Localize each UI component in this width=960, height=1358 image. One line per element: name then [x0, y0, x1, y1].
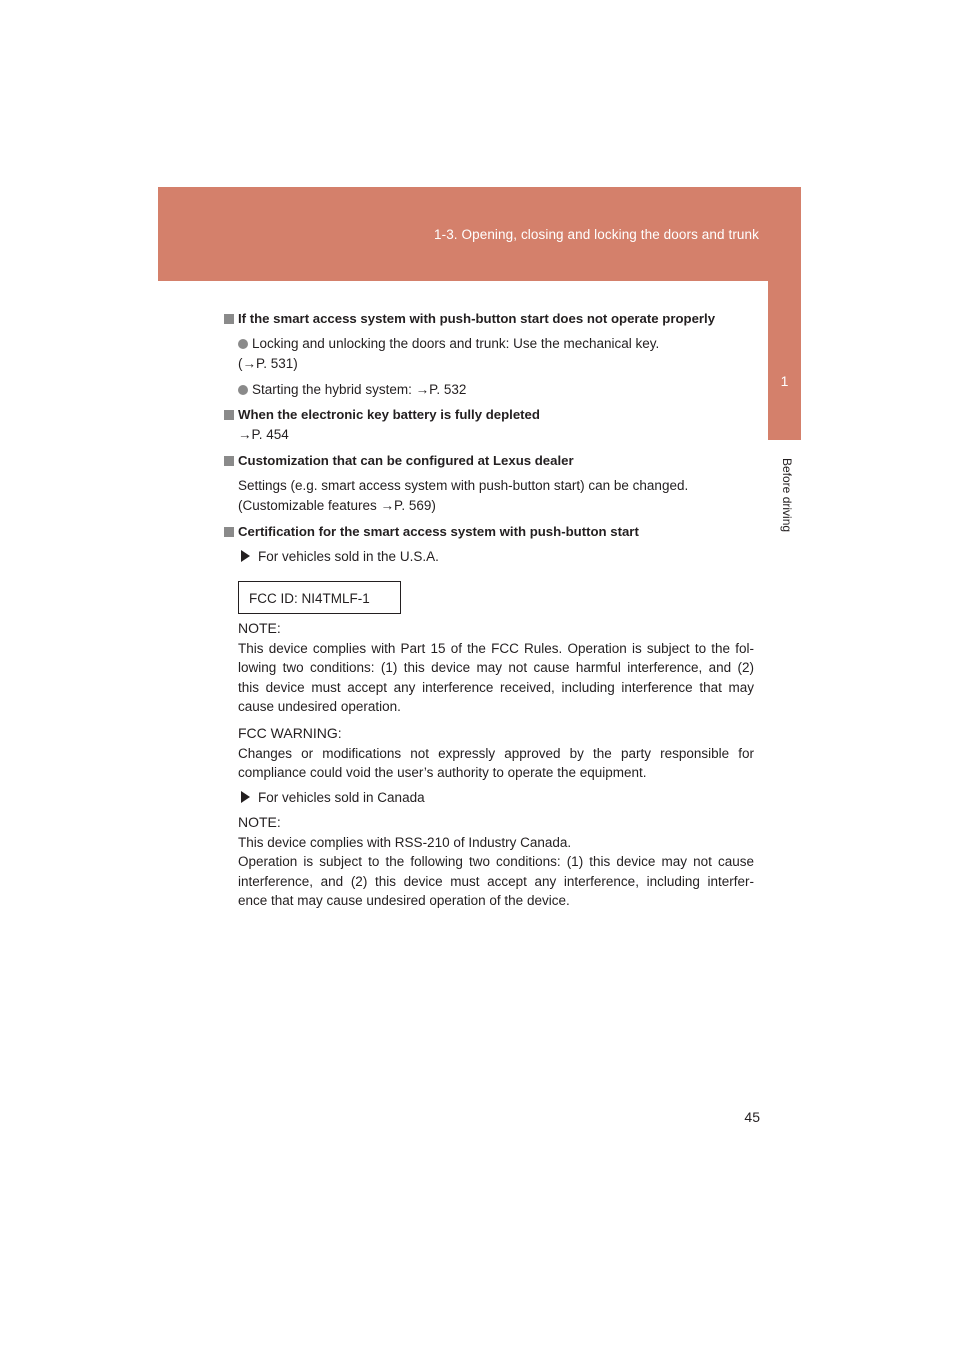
- section-heading-smart-access: If the smart access system with push-button start does not operate properly: [224, 309, 715, 329]
- fcc-warning-block: FCC WARNING: Changes or modifications not expressly approved by the party responsible for compliance could void the user’s authority to operate the equipment.: [238, 725, 754, 781]
- triangle-pointer-icon: [241, 791, 250, 803]
- note-label: NOTE:: [238, 620, 281, 636]
- list-item: Starting the hybrid system: →P. 532: [238, 380, 466, 400]
- square-bullet-icon: [224, 314, 234, 324]
- customization-reference: (Customizable features →P. 569): [238, 498, 436, 513]
- square-bullet-icon: [224, 410, 234, 420]
- chapter-side-label: Before driving: [780, 458, 794, 533]
- canada-note-block: NOTE: This device complies with RSS-210 of Industry Canada. Operation is subject to the following two conditions: (1) this device may not cause interference, and (2) this device must accept any interference, including interfer- ence that may cause undesired operation of the device.: [238, 814, 754, 909]
- page-reference: →P. 454: [238, 427, 289, 442]
- page-reference: (→P. 531): [238, 356, 298, 371]
- chapter-section-title: 1-3. Opening, closing and locking the doors and trunk: [433, 227, 759, 242]
- customization-text: Settings (e.g. smart access system with push-button start) can be changed.: [238, 478, 689, 493]
- section-heading-customization: Customization that can be configured at Lexus dealer: [224, 451, 574, 471]
- chapter-side-tab: [768, 281, 801, 440]
- square-bullet-icon: [224, 527, 234, 537]
- warning-label: FCC WARNING:: [238, 725, 342, 741]
- fcc-note-block: NOTE: This device complies with Part 15 of the FCC Rules. Operation is subject to the fol- lowing two conditions: (1) this device may not cause harmful interference, and (2) this device must accept any interference received, including interference that may cause undesired operation.: [238, 620, 754, 715]
- square-bullet-icon: [224, 456, 234, 466]
- round-bullet-icon: [238, 385, 248, 395]
- round-bullet-icon: [238, 339, 248, 349]
- canada-subheading: For vehicles sold in Canada: [241, 788, 425, 808]
- note-label: NOTE:: [238, 814, 281, 830]
- triangle-pointer-icon: [241, 550, 250, 562]
- chapter-header-band: [158, 187, 801, 281]
- section-heading-certification: Certification for the smart access system with push-button start: [224, 522, 639, 542]
- page-number: 45: [744, 1109, 760, 1125]
- list-item: Locking and unlocking the doors and trunk: Use the mechanical key.: [238, 334, 659, 354]
- fcc-id-box: FCC ID: NI4TMLF-1: [238, 581, 401, 614]
- usa-subheading: For vehicles sold in the U.S.A.: [241, 547, 439, 567]
- chapter-number: 1: [780, 373, 789, 389]
- section-heading-battery: When the electronic key battery is fully depleted: [224, 405, 540, 425]
